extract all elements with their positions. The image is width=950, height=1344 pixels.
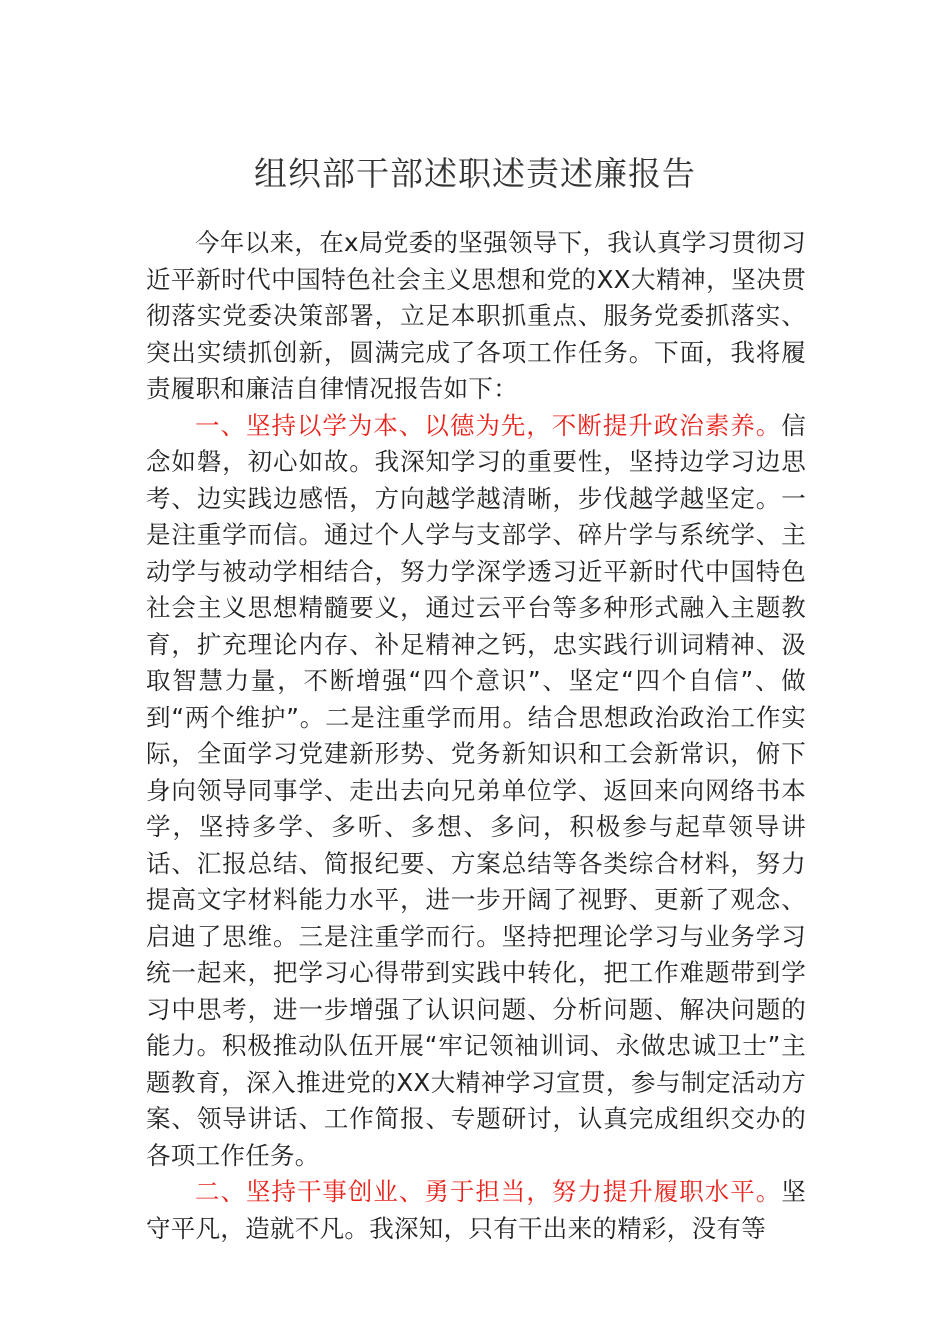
section-2-heading: 二、坚持干事创业、勇于担当，努力提升履职水平。 <box>195 1177 782 1206</box>
paragraph-section-2 <box>146 1174 806 1247</box>
section-2-text: 坚守平凡，造就不凡。我深知，只有干出来的精彩，没有等 <box>146 1177 806 1243</box>
document-title: 组织部干部述职述责述廉报告 <box>254 154 696 193</box>
paragraph-intro <box>146 225 806 408</box>
document-body <box>146 225 806 1247</box>
section-1-heading: 一、坚持以学为本、以德为先，不断提升政治素养。 <box>195 410 782 440</box>
section-1-text: 信念如磐，初心如故。我深知学习的重要性，坚持边学习边思考、边实践边感悟，方向越学越清晰，步伐越学越坚定。一是注重学而信。通过个人学与支部学、碎片学与系统学、主动学与被动学相结合，努力学深学透习近平新时代中国特色社会主义思想精髓要义，通过云平台等多种形式融入主题教育，扩充理论内存、补足精神之钙，忠实践行训词精神、汲取智慧力量，不断增强“四个意识”、坚定“四个自信”、做到“两个维护”。二是注重学而用。结合思想政治政治工作实际，全面学习党建新形势、党务新知识和工会新常识，俯下身向领导同事学、走出去向兄弟单位学、返回来向网络书本学，坚持多学、多听、多想、多问，积极参与起草领导讲话、汇报总结、简报纪要、方案总结等各类综合材料，努力提高文字材料能力水平，进一步开阔了视野、更新了观念、启迪了思维。三是注重学而行。坚持把理论学习与业务学习统一起来，把学习心得带到实践中转化，把工作难题带到学习中思考，进一步增强了认识问题、分析问题、解决问题的能力。积极推动队伍开展“牢记领袖训词、永做忠诚卫士”主题教育，深入推进党的XX大精神学习宣贯，参与制定活动方案、领导讲话、工作简报、专题研讨，认真完成组织交办的各项工作任务。 <box>146 410 806 1170</box>
paragraph-section-1 <box>146 408 806 1175</box>
paragraph-intro-text: 今年以来，在x局党委的坚强领导下，我认真学习贯彻习近平新时代中国特色社会主义思想和党的XX大精神，坚决贯彻落实党委决策部署，立足本职抓重点、服务党委抓落实、突出实绩抓创新，圆满完成了各项工作任务。下面，我将履责履职和廉洁自律情况报告如下： <box>146 228 806 403</box>
